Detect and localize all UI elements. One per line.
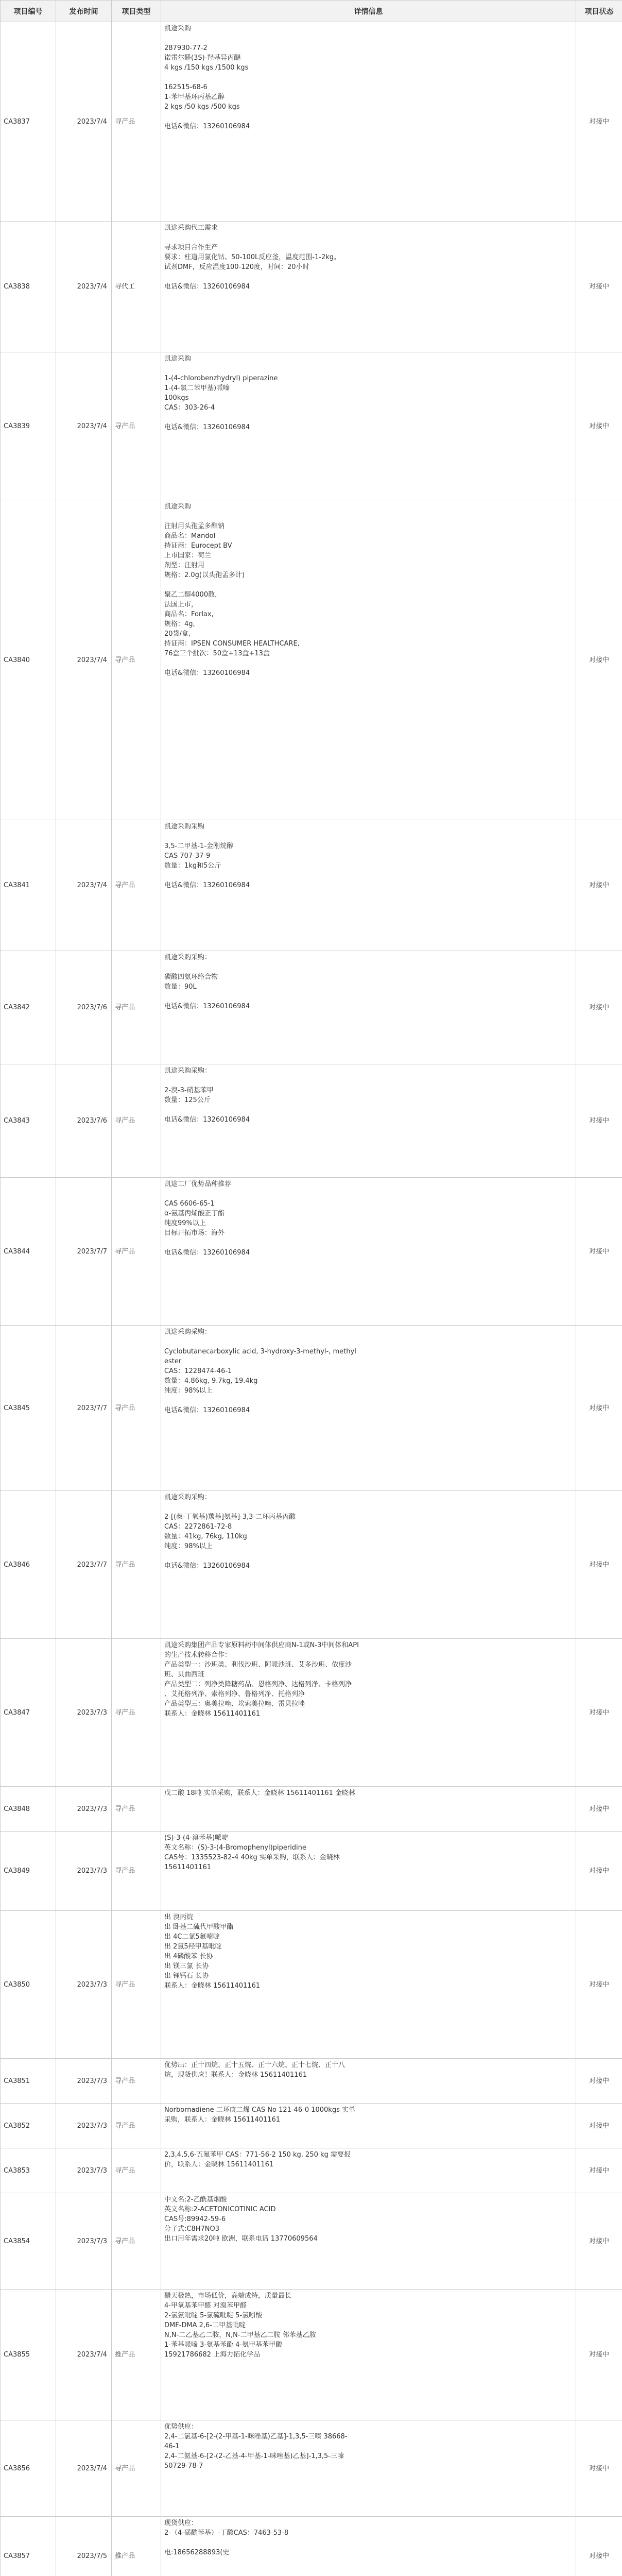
- publish-date: 2023/7/4: [56, 820, 112, 951]
- detail-line: 电话&微信：13260106984: [164, 423, 250, 431]
- detail-line: 2-溴-3-硝基苯甲: [164, 1087, 214, 1094]
- publish-date: 2023/7/3: [56, 1639, 112, 1787]
- detail-line: 试剂DMF，反应温度100-120度，时间：20小时: [164, 263, 309, 271]
- detail-line: [164, 1105, 573, 1115]
- detail-info: [161, 1064, 576, 1178]
- detail-line: [164, 1189, 573, 1199]
- publish-date: 2023/7/4: [56, 2420, 112, 2517]
- detail-line: 英文名称:2-ACETONICOTINIC ACID: [164, 2206, 276, 2213]
- detail-line: [164, 1551, 573, 1561]
- detail-line: 戊二酸 18吨 实单采购，联系人：金晓林 15611401161 金晓林: [164, 1789, 356, 1797]
- detail-line: 162515-68-6: [164, 83, 208, 91]
- project-type: 推产品: [112, 2517, 161, 2576]
- project-code: CA3847: [1, 1639, 56, 1787]
- detail-line: N,N-二乙基乙二胺，N,N-二甲基乙二胺 邻苯基乙胺: [164, 2331, 316, 2339]
- publish-date: 2023/7/4: [56, 22, 112, 222]
- detail-line: 4 kgs /150 kgs /1500 kgs: [164, 64, 249, 72]
- project-type: 寻产品: [112, 820, 161, 951]
- project-code: CA3855: [1, 2290, 56, 2420]
- detail-line: 电话&微信：13260106984: [164, 669, 250, 677]
- detail-info: [161, 1491, 576, 1639]
- detail-line: [164, 364, 573, 374]
- detail-line: 凯途采购采购: [164, 823, 205, 831]
- detail-line: 凯途采购采购：: [164, 1067, 212, 1075]
- detail-info: [161, 352, 576, 500]
- table-row: [1, 1787, 622, 1832]
- table-row: [1, 1639, 622, 1787]
- detail-line: 2,4-二氨基-6-[2-(2-乙基-4-甲基-1-咪唑基)乙基]-1,3,5-三嗪: [164, 2452, 344, 2460]
- table-header-row: [1, 1, 622, 22]
- detail-line: 纯度：98%以上: [164, 1543, 213, 1550]
- table-row: [1, 2193, 622, 2290]
- table-row: [1, 1064, 622, 1178]
- detail-line: 商品名：Mandol: [164, 532, 216, 540]
- detail-line: 产品类型二：列净类降糖药品、恩格列净、达格列净、卡格列净: [164, 1681, 352, 1688]
- project-type: 寻产品: [112, 2193, 161, 2290]
- project-type: 寻产品: [112, 352, 161, 500]
- publish-date: 2023/7/7: [56, 1326, 112, 1491]
- status-badge: 对接中: [576, 2193, 622, 2290]
- detail-line: 电话&微信：13260106984: [164, 1003, 250, 1010]
- detail-line: 出 4磷酸苯 长协: [164, 1953, 213, 1960]
- project-code: CA3844: [1, 1178, 56, 1326]
- detail-line: 1-(4-氯二苯甲基)哌嗪: [164, 384, 230, 392]
- status-badge: 对接中: [576, 1832, 622, 1911]
- project-type: 寻产品: [112, 1326, 161, 1491]
- detail-line: 注射用头孢孟多酯钠: [164, 522, 225, 530]
- detail-line: 电话&微信：13260106984: [164, 1249, 250, 1257]
- detail-line: ester: [164, 1358, 182, 1365]
- detail-line: 2-（4-磺酰苯基）-丁酸CAS：7463-53-8: [164, 2529, 289, 2537]
- detail-line: 联系人：金晓林 15611401161: [164, 1982, 261, 1990]
- detail-line: 电话&微信：13260106984: [164, 882, 250, 889]
- project-code: CA3852: [1, 2104, 56, 2148]
- table-row: [1, 2420, 622, 2517]
- status-badge: 对接中: [576, 1178, 622, 1326]
- status-badge: 对接中: [576, 222, 622, 352]
- detail-line: 15921786682 上海力拓化学品: [164, 2351, 261, 2359]
- header-details: 详情信息: [161, 1, 576, 22]
- detail-line: 凯途采购集团产品专家原料药中间体供应商N-1或N-3中间体和API: [164, 1641, 359, 1649]
- detail-line: [164, 871, 573, 880]
- detail-line: [164, 512, 573, 521]
- detail-line: 上市国家：荷兰: [164, 552, 212, 560]
- detail-line: [164, 1238, 573, 1248]
- project-type: 寻产品: [112, 2148, 161, 2193]
- detail-info: [161, 1787, 576, 1832]
- table-row: [1, 352, 622, 500]
- detail-line: 2-氯氨吡啶 5-氯硫吡啶 5-氯吲酸: [164, 2312, 263, 2319]
- detail-line: [164, 580, 573, 590]
- project-code: CA3846: [1, 1491, 56, 1639]
- project-code: CA3851: [1, 2059, 56, 2104]
- publish-date: 2023/7/4: [56, 222, 112, 352]
- detail-line: 持证商：Eurocept BV: [164, 542, 232, 550]
- detail-line: 数量：125公斤: [164, 1096, 211, 1104]
- detail-line: α-氨基丙烯酸正丁酯: [164, 1210, 225, 1217]
- status-badge: 对接中: [576, 2148, 622, 2193]
- project-type: 寻产品: [112, 1639, 161, 1787]
- detail-line: CAS：2272861-72-8: [164, 1523, 232, 1531]
- detail-line: CAS号：1335523-82-4 40kg 实单采购，联系人：金晓林: [164, 1854, 340, 1861]
- detail-line: 电话&微信：13260106984: [164, 1116, 250, 1124]
- status-badge: 对接中: [576, 2517, 622, 2576]
- detail-line: 英文名称：(S)-3-(4-Bromophenyl)piperidine: [164, 1844, 306, 1852]
- detail-line: [164, 2538, 573, 2548]
- detail-line: 规格：4g,: [164, 620, 195, 628]
- detail-info: [161, 1326, 576, 1491]
- table-row: [1, 22, 622, 222]
- table-row: [1, 1832, 622, 1911]
- project-code: CA3842: [1, 951, 56, 1064]
- detail-line: [164, 272, 573, 282]
- publish-date: 2023/7/3: [56, 2148, 112, 2193]
- detail-info: [161, 1178, 576, 1326]
- project-type: 寻产品: [112, 22, 161, 222]
- table-body: [1, 22, 622, 2576]
- detail-info: [161, 22, 576, 222]
- detail-line: 优势出：正十四烷、正十五烷、正十六烷、正十七烷、正十八: [164, 2061, 345, 2069]
- detail-line: 分子式:C8H7NO3: [164, 2225, 220, 2233]
- detail-line: 20袋/盒,: [164, 630, 191, 638]
- detail-line: [164, 1396, 573, 1405]
- publish-date: 2023/7/4: [56, 2290, 112, 2420]
- detail-line: 凯途采购: [164, 25, 192, 32]
- detail-line: 出 卧基二硫代甲酸甲酯: [164, 1923, 234, 1931]
- detail-line: 数量：41kg, 76kg, 110kg: [164, 1533, 247, 1540]
- detail-info: [161, 1911, 576, 2059]
- publish-date: 2023/7/4: [56, 352, 112, 500]
- detail-line: [164, 413, 573, 422]
- detail-line: [164, 33, 573, 43]
- project-code: CA3841: [1, 820, 56, 951]
- detail-line: [164, 658, 573, 668]
- detail-line: 4-甲氧基苯甲醛 对溴苯甲醛: [164, 2302, 247, 2310]
- detail-info: [161, 222, 576, 352]
- detail-line: 凯途工厂优势品种推荐: [164, 1180, 232, 1188]
- status-badge: 对接中: [576, 1491, 622, 1639]
- detail-line: 现货供应：: [164, 2519, 198, 2527]
- detail-line: 电:18656288893(史: [164, 2549, 230, 2556]
- detail-line: [164, 112, 573, 122]
- table-row: [1, 2290, 622, 2420]
- detail-line: 1-苯基哌嗪 3-氨基苯酚 4-氨甲基苯甲酸: [164, 2341, 283, 2349]
- publish-date: 2023/7/6: [56, 1064, 112, 1178]
- project-code: CA3845: [1, 1326, 56, 1491]
- detail-line: 凯途采购: [164, 355, 192, 363]
- project-code: CA3838: [1, 222, 56, 352]
- detail-line: 寻求项目合作生产: [164, 244, 218, 251]
- detail-line: 出 2氯5羟甲基吡啶: [164, 1943, 222, 1951]
- detail-line: 凯途采购: [164, 503, 192, 511]
- table-row: [1, 222, 622, 352]
- detail-line: 纯度：98%以上: [164, 1387, 213, 1395]
- detail-line: 出 溴丙烷: [164, 1913, 194, 1921]
- project-code: CA3857: [1, 2517, 56, 2576]
- project-type: 寻产品: [112, 1178, 161, 1326]
- project-code: CA3850: [1, 1911, 56, 2059]
- detail-line: 出 锂钙石 长协: [164, 1972, 209, 1980]
- project-type: 推产品: [112, 2290, 161, 2420]
- detail-line: 联系人：金晓林 15611401161: [164, 1710, 261, 1718]
- detail-info: [161, 820, 576, 951]
- project-code: CA3840: [1, 500, 56, 820]
- detail-line: Cyclobutanecarboxylic acid, 3-hydroxy-3-methyl-, methyl: [164, 1348, 356, 1355]
- detail-line: CAS 6606-65-1: [164, 1200, 215, 1208]
- project-type: 寻产品: [112, 1832, 161, 1911]
- publish-date: 2023/7/3: [56, 2104, 112, 2148]
- detail-line: 醋天极热，市场低价，高端成特，质量最长: [164, 2292, 292, 2300]
- project-type: 寻产品: [112, 1911, 161, 2059]
- detail-line: [164, 233, 573, 243]
- detail-line: 数量：4.86kg, 9.7kg, 19.4kg: [164, 1377, 258, 1385]
- project-code: CA3856: [1, 2420, 56, 2517]
- table-row: [1, 2517, 622, 2576]
- header-publish-date: 发布时间: [56, 1, 112, 22]
- detail-line: 凯途采购采购：: [164, 954, 212, 961]
- detail-line: 法国上市，: [164, 601, 198, 608]
- detail-line: 烷，现货供应！联系人：金晓林 15611401161: [164, 2071, 307, 2079]
- detail-line: 要求：柱道用氯化钴、50-100L反应釜，温度范围-1-2kg。: [164, 253, 340, 261]
- detail-line: 价，联系人：金晓林 15611401161: [164, 2161, 274, 2168]
- detail-line: 班、贝曲西班: [164, 1671, 205, 1679]
- detail-line: 数量：90L: [164, 983, 197, 991]
- detail-line: 出 镁三氯 长协: [164, 1962, 209, 1970]
- project-code: CA3837: [1, 22, 56, 222]
- header-project-type: 项目类型: [112, 1, 161, 22]
- status-badge: 对接中: [576, 1911, 622, 2059]
- detail-info: [161, 2059, 576, 2104]
- detail-info: [161, 1639, 576, 1787]
- detail-line: 电话&微信：13260106984: [164, 283, 250, 291]
- table-row: [1, 820, 622, 951]
- detail-info: [161, 2104, 576, 2148]
- detail-line: 纯度99%以上: [164, 1219, 206, 1227]
- detail-line: 100kgs: [164, 394, 189, 402]
- status-badge: 对接中: [576, 500, 622, 820]
- detail-line: 数量：1kg和5公斤: [164, 862, 221, 870]
- project-code: CA3849: [1, 1832, 56, 1911]
- detail-line: 50729-78-7: [164, 2462, 203, 2470]
- publish-date: 2023/7/6: [56, 951, 112, 1064]
- detail-line: 凯途采购采购：: [164, 1328, 212, 1336]
- status-badge: 对接中: [576, 1326, 622, 1491]
- publish-date: 2023/7/3: [56, 1832, 112, 1911]
- project-type: 寻产品: [112, 500, 161, 820]
- detail-line: CAS：1228474-46-1: [164, 1367, 232, 1375]
- status-badge: 对接中: [576, 352, 622, 500]
- project-type: 寻产品: [112, 1064, 161, 1178]
- project-type: 寻产品: [112, 1787, 161, 1832]
- detail-line: 中文名:2-乙酰基烟酸: [164, 2196, 227, 2204]
- detail-line: 商品名：Forlax,: [164, 611, 214, 618]
- project-type: 寻产品: [112, 2420, 161, 2517]
- detail-line: 聚乙二醇4000散，: [164, 591, 222, 599]
- detail-line: [164, 992, 573, 1002]
- detail-line: CAS：303-26-4: [164, 404, 215, 412]
- detail-line: 诺雷尔醛(3S)-羟基异丙醚: [164, 54, 241, 62]
- table-row: [1, 2104, 622, 2148]
- publish-date: 2023/7/3: [56, 1911, 112, 2059]
- detail-line: 的生产技术转移合作：: [164, 1651, 232, 1659]
- detail-line: [164, 1502, 573, 1512]
- detail-info: [161, 2517, 576, 2576]
- status-badge: 对接中: [576, 2290, 622, 2420]
- table-row: [1, 1491, 622, 1639]
- detail-line: CAS号:89942-59-6: [164, 2215, 226, 2223]
- detail-line: DMF-DMA 2,6-二甲基吡啶: [164, 2321, 246, 2329]
- status-badge: 对接中: [576, 1639, 622, 1787]
- status-badge: 对接中: [576, 22, 622, 222]
- detail-line: 287930-77-2: [164, 44, 208, 52]
- detail-line: 76盒三个批次：50盒+13盒+13盒: [164, 650, 270, 657]
- detail-line: 产品类型三：奥美拉唑、埃索美拉唑、雷贝拉唑: [164, 1700, 305, 1708]
- detail-line: 产品类型一：沙班类、利伐沙班、阿哌沙班、艾多沙班、依度沙: [164, 1661, 352, 1669]
- detail-info: [161, 2193, 576, 2290]
- detail-line: 46-1: [164, 2443, 180, 2450]
- publish-date: 2023/7/5: [56, 2517, 112, 2576]
- detail-line: 优势供应：: [164, 2423, 198, 2431]
- publish-date: 2023/7/3: [56, 1787, 112, 1832]
- detail-info: [161, 500, 576, 820]
- project-code: CA3854: [1, 2193, 56, 2290]
- detail-line: Norbornadiene 二环庚二烯 CAS No 121-46-0 1000kgs 实单: [164, 2106, 355, 2114]
- status-badge: 对接中: [576, 2420, 622, 2517]
- status-badge: 对接中: [576, 1787, 622, 1832]
- project-code: CA3853: [1, 2148, 56, 2193]
- detail-line: CAS 707-37-9: [164, 852, 211, 860]
- detail-line: [164, 1337, 573, 1347]
- detail-line: (S)-3-(4-溴苯基)哌啶: [164, 1834, 229, 1842]
- project-code: CA3839: [1, 352, 56, 500]
- detail-line: 2 kgs /50 kgs /500 kgs: [164, 103, 240, 111]
- detail-line: 2-[(叔-丁氧基)羰基]氨基]-3,3-二环丙基丙酸: [164, 1513, 296, 1521]
- detail-line: 采购，联系人：金晓林 15611401161: [164, 2116, 281, 2124]
- project-code: CA3843: [1, 1064, 56, 1178]
- detail-line: [164, 1076, 573, 1086]
- detail-line: 出口用年需求20吨 欧洲，联系电话 13770609564: [164, 2235, 318, 2243]
- table-row: [1, 1911, 622, 2059]
- project-type: 寻代工: [112, 222, 161, 352]
- detail-line: 3,5-二甲基-1-金刚烷醇: [164, 842, 234, 850]
- detail-line: 15611401161: [164, 1863, 211, 1871]
- publish-date: 2023/7/3: [56, 2193, 112, 2290]
- header-project-code: 项目编号: [1, 1, 56, 22]
- detail-line: [164, 832, 573, 841]
- status-badge: 对接中: [576, 2059, 622, 2104]
- detail-info: [161, 2420, 576, 2517]
- project-type: 寻产品: [112, 1491, 161, 1639]
- detail-info: [161, 951, 576, 1064]
- header-status: 项目状态: [576, 1, 622, 22]
- detail-line: 剂型：注射用: [164, 562, 205, 569]
- publish-date: 2023/7/7: [56, 1178, 112, 1326]
- detail-info: [161, 2148, 576, 2193]
- detail-line: 、艾托格列净、索格列净、鲁格列净、托格列净: [164, 1690, 305, 1698]
- detail-line: 凯途采购采购：: [164, 1494, 212, 1501]
- table-row: [1, 2059, 622, 2104]
- project-type: 寻产品: [112, 2059, 161, 2104]
- detail-line: 2,3,4,5,6-五氟苯甲 CAS：771-56-2 150 kg, 250 kg 需要报: [164, 2151, 351, 2159]
- project-code: CA3848: [1, 1787, 56, 1832]
- publish-date: 2023/7/4: [56, 500, 112, 820]
- detail-line: 规格：2.0g(以头孢孟多计): [164, 571, 245, 579]
- detail-info: [161, 2290, 576, 2420]
- detail-info: [161, 1832, 576, 1911]
- detail-line: 1-苯甲基环丙基乙醇: [164, 93, 224, 101]
- status-badge: 对接中: [576, 951, 622, 1064]
- detail-line: 碳酸四氨环络合物: [164, 973, 218, 981]
- table-row: [1, 951, 622, 1064]
- status-badge: 对接中: [576, 1064, 622, 1178]
- table-row: [1, 500, 622, 820]
- detail-line: 2,4-二氯基-6-[2-(2-甲基-1-咪唑基)乙基]-1,3,5-三嗪 38668-: [164, 2433, 348, 2441]
- detail-line: 持证商：IPSEN CONSUMER HEALTHCARE,: [164, 640, 300, 648]
- publish-date: 2023/7/3: [56, 2059, 112, 2104]
- detail-line: 出 4C二氯5氟嘧啶: [164, 1933, 220, 1941]
- detail-line: 目标开拓市场：海外: [164, 1229, 225, 1237]
- detail-line: 1-(4-chlorobenzhydryl) piperazine: [164, 375, 278, 382]
- detail-line: 电话&微信：13260106984: [164, 1406, 250, 1414]
- project-type: 寻产品: [112, 2104, 161, 2148]
- detail-line: 电话&微信：13260106984: [164, 1562, 250, 1570]
- table-row: [1, 1178, 622, 1326]
- publish-date: 2023/7/7: [56, 1491, 112, 1639]
- detail-line: [164, 962, 573, 972]
- table-row: [1, 2148, 622, 2193]
- status-badge: 对接中: [576, 2104, 622, 2148]
- detail-line: 凯途采购代工需求: [164, 224, 218, 232]
- table-row: [1, 1326, 622, 1491]
- detail-line: 电话&微信：13260106984: [164, 123, 250, 130]
- project-type: 寻产品: [112, 951, 161, 1064]
- detail-line: [164, 73, 573, 82]
- status-badge: 对接中: [576, 820, 622, 951]
